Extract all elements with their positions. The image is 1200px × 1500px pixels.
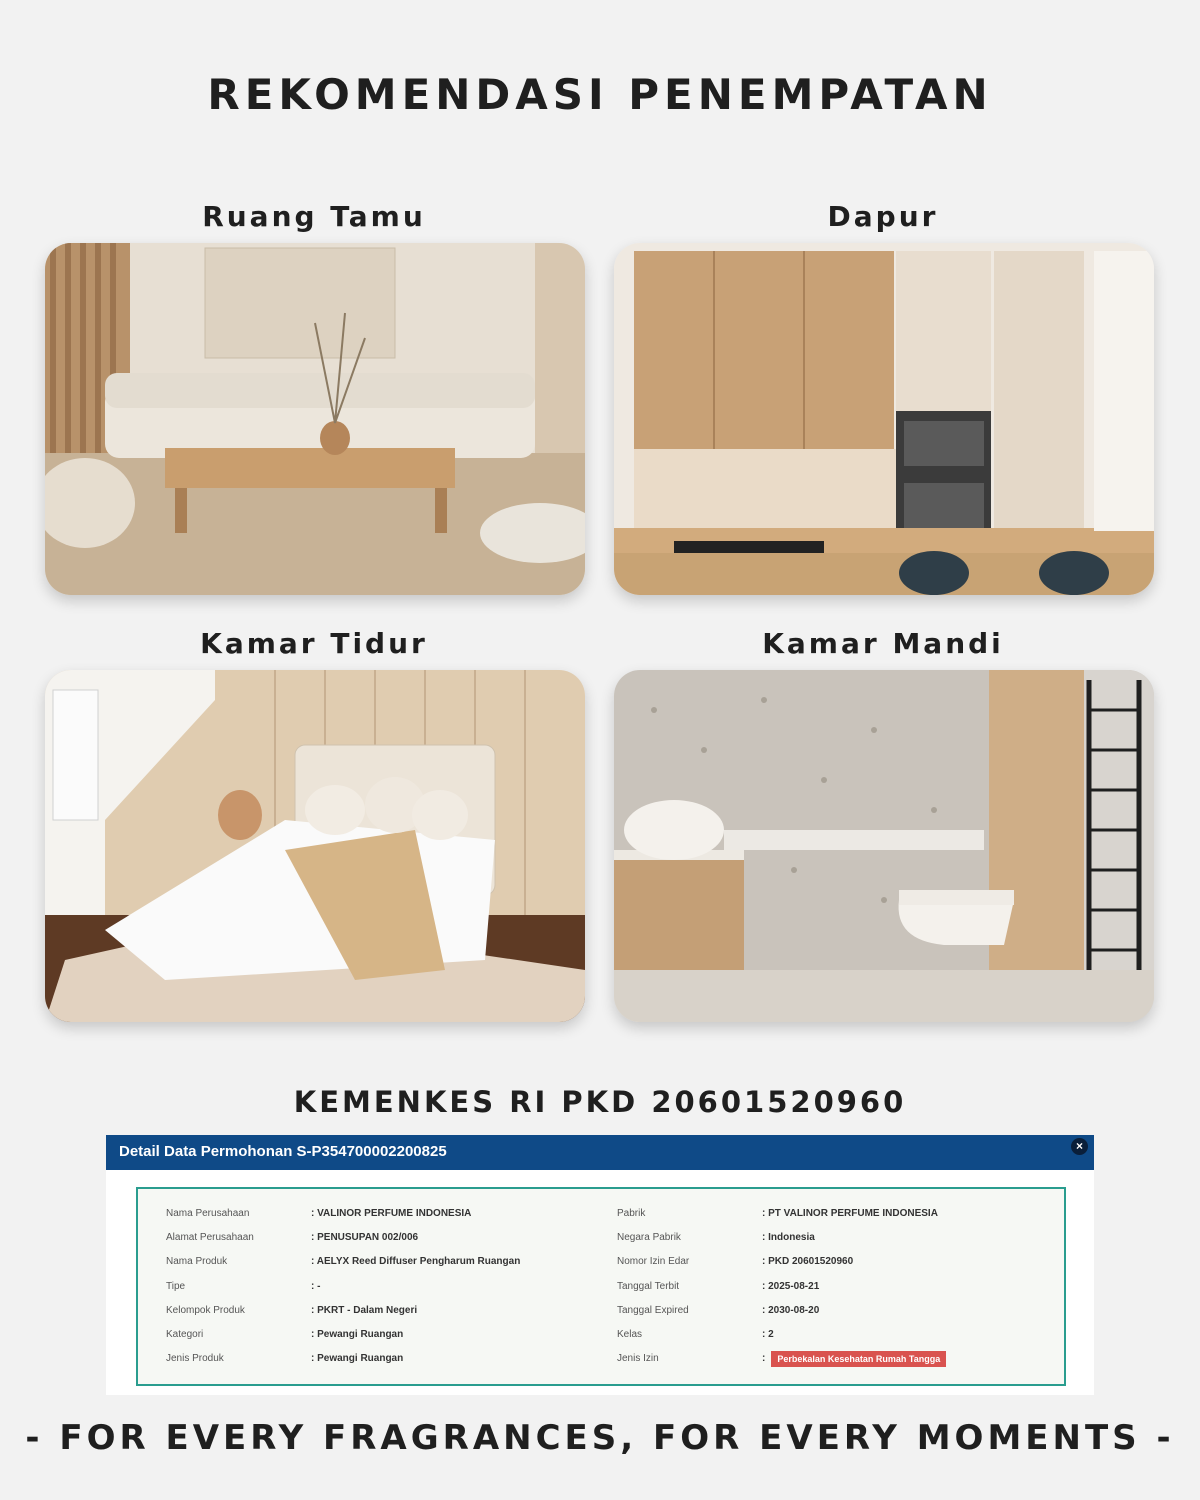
detail-value: : 2025-08-21: [762, 1280, 820, 1292]
detail-row: [617, 1347, 1067, 1371]
permit-type-badge: Perbekalan Kesehatan Rumah Tangga: [771, 1351, 946, 1367]
detail-row: [166, 1322, 616, 1346]
detail-row: [617, 1225, 1067, 1249]
detail-row: [617, 1250, 1067, 1274]
detail-column-left: [166, 1201, 616, 1371]
detail-key: Alamat Perusahaan: [166, 1231, 254, 1243]
detail-key: Negara Pabrik: [617, 1231, 681, 1243]
page-title: REKOMENDASI PENEMPATAN: [207, 70, 993, 119]
tagline: - FOR EVERY FRAGRANCES, FOR EVERY MOMENTS -: [25, 1418, 1175, 1458]
detail-key: Kelas: [617, 1329, 643, 1341]
living-room-photo: [45, 243, 585, 595]
detail-value: : Pewangi Ruangan: [311, 1353, 404, 1365]
detail-key: Nomor Izin Edar: [617, 1256, 690, 1268]
detail-value: : PT VALINOR PERFUME INDONESIA: [762, 1207, 938, 1219]
close-icon[interactable]: ×: [1071, 1138, 1088, 1155]
detail-row: [617, 1201, 1067, 1225]
detail-row: [166, 1274, 616, 1298]
detail-row: [617, 1298, 1067, 1322]
detail-value: : Indonesia: [762, 1231, 815, 1243]
detail-row: [166, 1201, 616, 1225]
detail-key: Pabrik: [617, 1207, 646, 1219]
room-label-ruang-tamu: Ruang Tamu: [202, 200, 426, 233]
registration-detail-modal: [106, 1135, 1094, 1395]
detail-value: :: [762, 1353, 766, 1365]
modal-title: Detail Data Permohonan S-P354700002200825: [119, 1143, 447, 1160]
modal-header: [106, 1135, 1094, 1170]
detail-value: : PKRT - Dalam Negeri: [311, 1304, 418, 1316]
detail-key: Tanggal Terbit: [617, 1280, 680, 1292]
detail-value: : PENUSUPAN 002/006: [311, 1231, 419, 1243]
detail-row: [166, 1298, 616, 1322]
kemenkes-registration-heading: KEMENKES RI PKD 20601520960: [293, 1085, 907, 1119]
detail-key: Tipe: [166, 1280, 186, 1292]
room-label-dapur: Dapur: [827, 200, 939, 233]
detail-key: Nama Perusahaan: [166, 1207, 250, 1219]
detail-row: [166, 1250, 616, 1274]
detail-key: Nama Produk: [166, 1256, 228, 1268]
detail-key: Kelompok Produk: [166, 1304, 245, 1316]
detail-row: [617, 1274, 1067, 1298]
bedroom-photo: [45, 670, 585, 1022]
detail-value: : -: [311, 1280, 321, 1292]
detail-column-right: [617, 1201, 1067, 1371]
kitchen-photo: [614, 243, 1154, 595]
detail-key: Jenis Izin: [617, 1353, 659, 1365]
detail-value: : 2030-08-20: [762, 1304, 820, 1316]
detail-row: [617, 1322, 1067, 1346]
detail-value: : Pewangi Ruangan: [311, 1329, 404, 1341]
detail-value: : AELYX Reed Diffuser Pengharum Ruangan: [311, 1256, 521, 1268]
detail-value: : 2: [762, 1329, 774, 1341]
detail-key: Jenis Produk: [166, 1353, 224, 1365]
room-label-kamar-tidur: Kamar Tidur: [200, 627, 428, 660]
detail-key: Tanggal Expired: [617, 1304, 689, 1316]
detail-row: [166, 1225, 616, 1249]
detail-value: : VALINOR PERFUME INDONESIA: [311, 1207, 472, 1219]
bathroom-photo: [614, 670, 1154, 1022]
detail-value: : PKD 20601520960: [762, 1256, 854, 1268]
room-label-kamar-mandi: Kamar Mandi: [762, 627, 1004, 660]
detail-row: [166, 1347, 616, 1371]
detail-key: Kategori: [166, 1329, 204, 1341]
detail-box: [136, 1187, 1066, 1386]
